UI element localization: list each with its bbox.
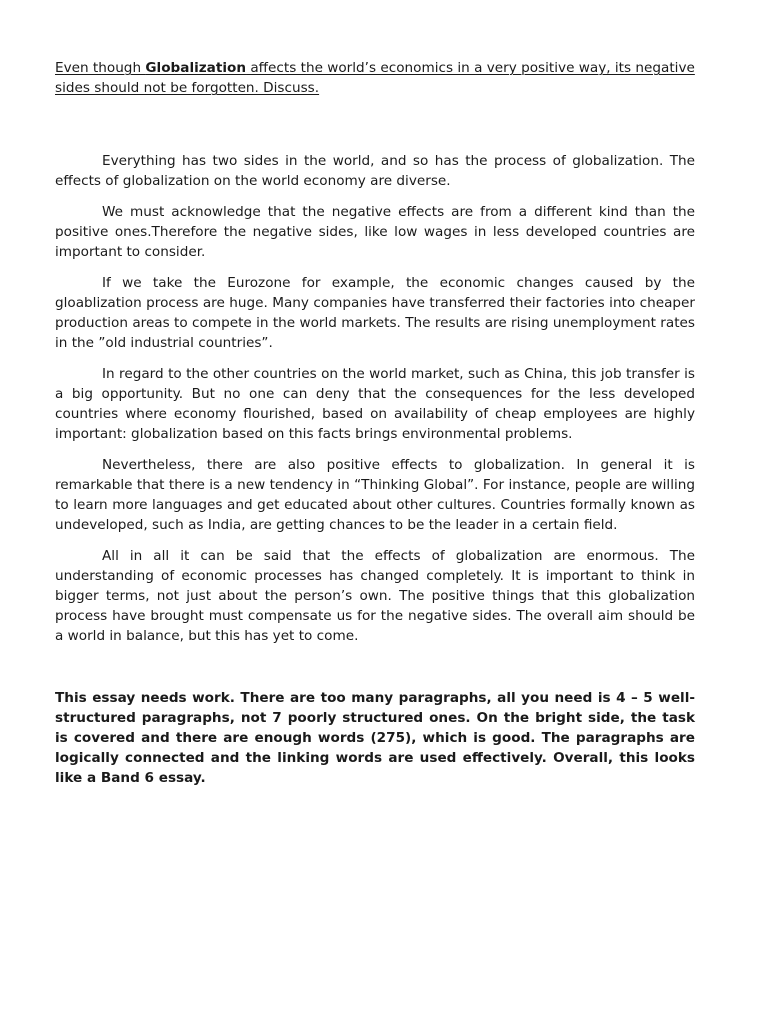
essay-paragraph-1: Everything has two sides in the world, and so has the process of globalization. The effects of globalization on the world economy are diverse.	[55, 153, 695, 189]
document-page	[55, 58, 695, 788]
essay-paragraph-3: If we take the Eurozone for example, the economic changes caused by the gloablization process are huge. Many companies have transferred their factories into cheaper production areas to compete in the world markets. The results are rising unemployment rates in the ”old industrial countries”.	[55, 275, 695, 351]
essay-paragraph-2: We must acknowledge that the negative effects are from a different kind than the positive ones.Therefore the negative sides, like low wages in less developed countries are important to consider.	[55, 204, 695, 260]
essay-body	[55, 151, 695, 646]
essay-prompt	[55, 58, 695, 98]
essay-paragraph-5: Nevertheless, there are also positive effects to globalization. In general it is remarkable that there is a new tendency in “Thinking Global”. For instance, people are willing to learn more languages and get educated about other cultures. Countries formally known as undeveloped, such as India, are getting chances to be the leader in a certain field.	[55, 457, 695, 533]
prompt-keyword: Globalization	[145, 60, 247, 76]
examiner-feedback: This essay needs work. There are too many paragraphs, all you need is 4 – 5 well-structured paragraphs, not 7 poorly structured ones. On the bright side, the task is covered and there are enough words (275), which is good. The paragraphs are logically connected and the linking words are used effectively. Overall, this looks like a Band 6 essay.	[55, 690, 695, 786]
prompt-rest-text: affects the world’s economics in a very positive way, its negative sides should not be forgotten. Discuss.	[55, 60, 695, 96]
prompt-lead-text: Even though	[55, 60, 146, 76]
essay-paragraph-6: All in all it can be said that the effects of globalization are enormous. The understanding of economic processes has changed completely. It is important to think in bigger terms, not just about the person’s own. The positive things that this globalization process have brought must compensate us for the negative sides. The overall aim should be a world in balance, but this has yet to come.	[55, 548, 695, 644]
essay-paragraph-4: In regard to the other countries on the world market, such as China, this job transfer is a big opportunity. But no one can deny that the consequences for the less developed countries where economy flourished, based on availability of cheap employees are highly important: globalization based on this facts brings environmental problems.	[55, 366, 695, 442]
